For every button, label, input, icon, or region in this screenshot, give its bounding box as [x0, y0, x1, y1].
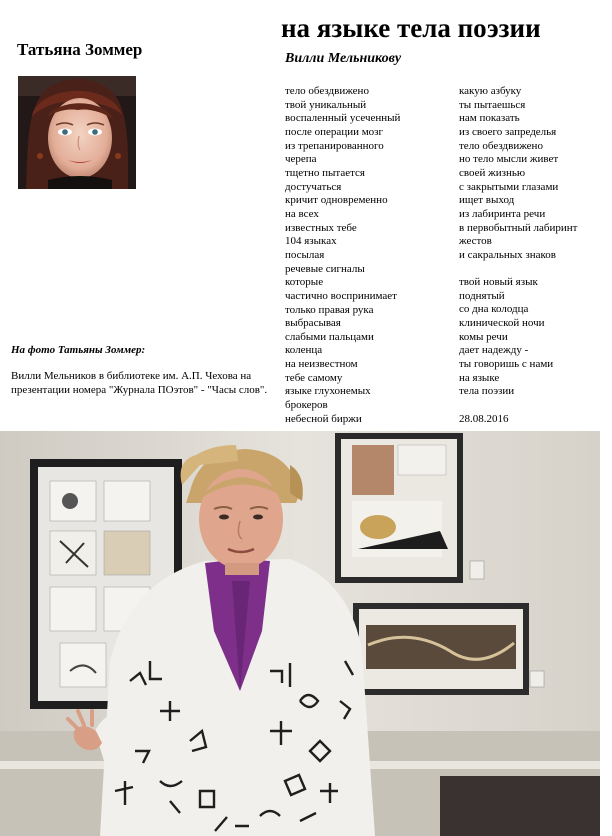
poem-line: поднятый [459, 289, 505, 302]
poem-line: тщетно пытается [285, 166, 365, 179]
poem-date: 28.08.2016 [459, 412, 509, 425]
poem-line: посылая [285, 248, 325, 261]
poem-line: только правая рука [285, 303, 374, 316]
event-photo [0, 431, 600, 836]
poem-column-1 [285, 85, 400, 426]
poem-line: коленца [285, 344, 323, 357]
poem-line: черепа [285, 153, 317, 166]
poem-line: 104 языках [285, 235, 337, 248]
poem-column-2 [459, 85, 577, 426]
poem-line: тело обездвижено [459, 139, 543, 152]
author-name: Татьяна Зоммер [17, 40, 143, 59]
poem-line: воспаленный усеченный [285, 112, 401, 125]
poem-line: дает надежду - [459, 344, 529, 357]
poem-line: и сакральных знаков [459, 248, 556, 261]
poem-line: брокеров [285, 399, 328, 412]
poem-line: комы речи [459, 330, 508, 343]
poem-line: достучаться [285, 180, 342, 193]
poem-line: небесной биржи [285, 412, 362, 425]
poem-line: которые [285, 276, 324, 289]
poem-line: слабыми пальцами [285, 330, 374, 343]
poem-line: жестов [459, 235, 492, 248]
poem-line: языке глухонемых [285, 385, 371, 398]
poem-line: твой новый язык [459, 276, 538, 289]
poem-line: после операции мозг [285, 125, 384, 138]
poem-line: ты говоришь с нами [459, 358, 554, 371]
poem-line: тебе самому [285, 371, 343, 384]
author-portrait [18, 76, 136, 189]
poem-line: своей жизнью [459, 166, 526, 179]
poem-line: кричит одновременно [285, 194, 388, 207]
poem-line: твой уникальный [285, 98, 367, 111]
poem-line: известных тебе [285, 221, 357, 234]
poem-line: тела поэзии [459, 385, 515, 398]
poem-line: речевые сигналы [285, 262, 365, 275]
poem-line: на неизвестном [285, 358, 358, 371]
poem-line: ищет выход [459, 194, 515, 207]
poem-line: из своего запределья [459, 125, 557, 138]
poem-line: с закрытыми глазами [459, 180, 559, 193]
poem-line: ты пытаешься [459, 98, 526, 111]
stanza-gap [459, 263, 577, 277]
poem-line: в первобытный лабиринт [459, 221, 578, 234]
poem-line: из трепанированного [285, 139, 384, 152]
poem-line: на языке [459, 371, 500, 384]
poem-dedication: Вилли Мельникову [285, 51, 402, 66]
poem-line: на всех [285, 207, 319, 220]
poem-line: какую азбуку [459, 85, 522, 97]
poem-line: тело обездвижено [285, 85, 369, 97]
photo-caption-text: Вилли Мельников в библиотеке им. А.П. Чехова на презентации номера "Журнала ПОэтов" - "Часы слов". [11, 370, 268, 396]
poem-line: но тело мысли живет [459, 153, 559, 166]
poem-line: из лабиринта речи [459, 207, 546, 220]
poem-line: выбрасывая [285, 317, 341, 330]
poem-title: на языке тела поэзии [281, 13, 541, 43]
poem-line: клинической ночи [459, 317, 545, 330]
photo-caption-heading: На фото Татьяны Зоммер: [11, 344, 146, 356]
poem-line: со дна колодца [459, 303, 529, 316]
poem-line: нам показать [459, 112, 520, 125]
poem-line: частично воспринимает [285, 289, 397, 302]
